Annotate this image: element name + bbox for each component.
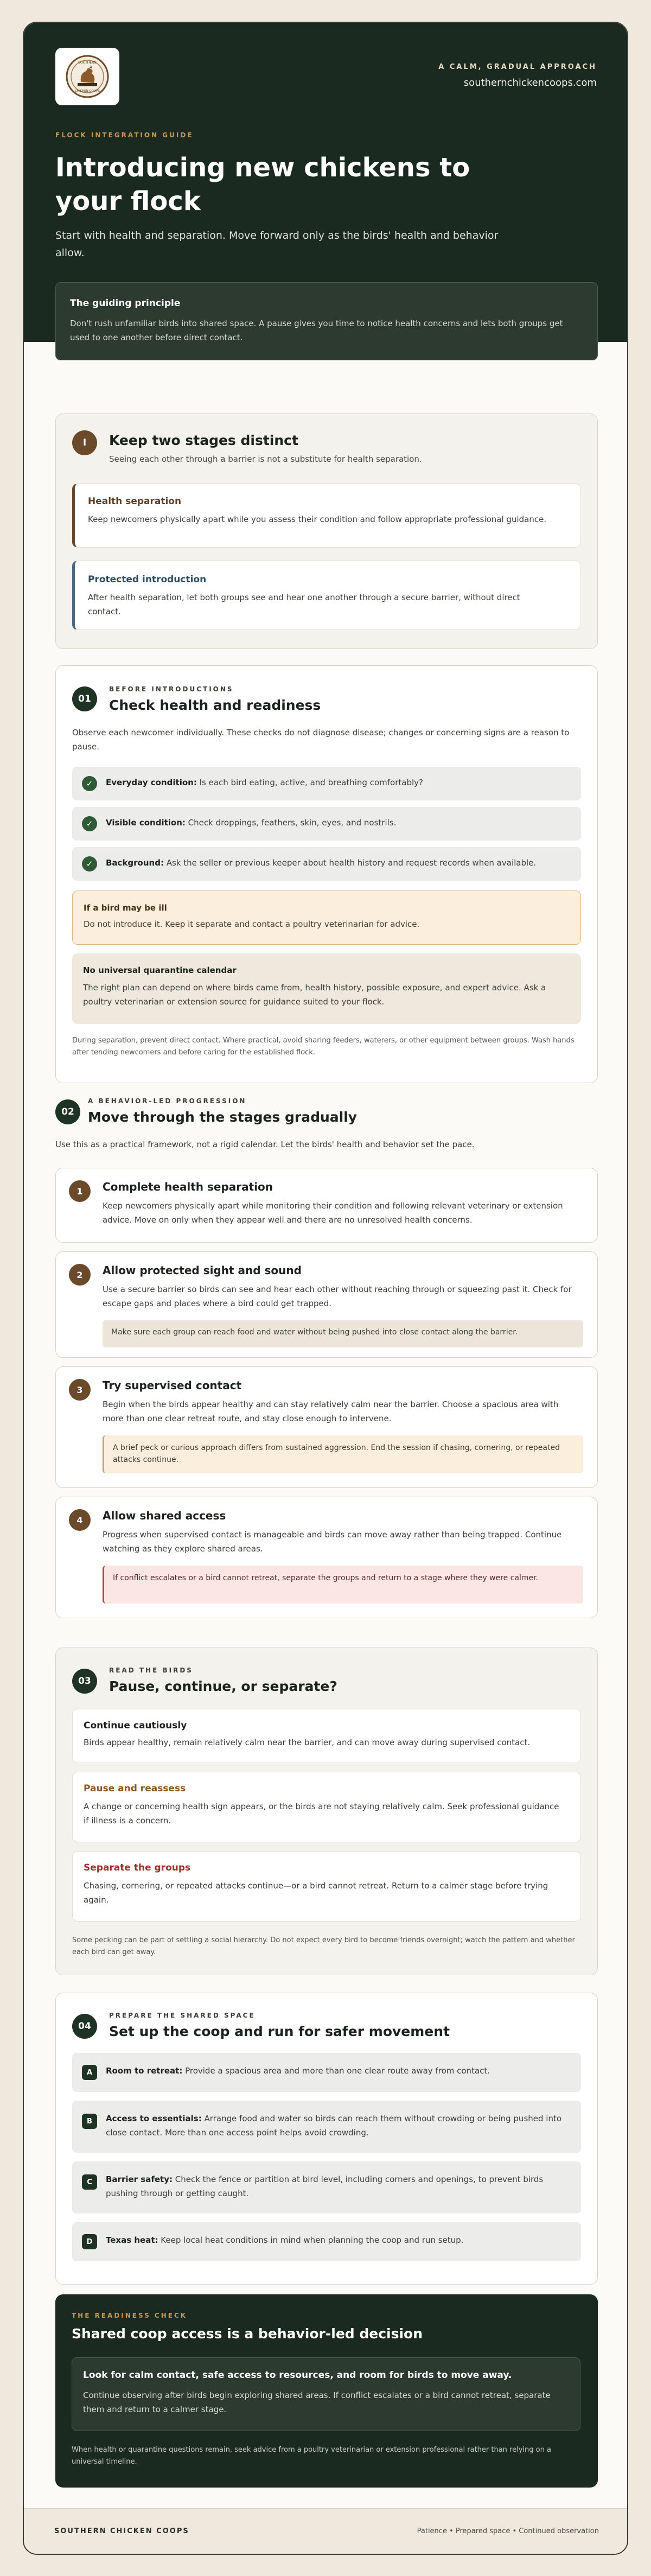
- page-title: Introducing new chickens to your flock: [55, 152, 470, 217]
- coop-item-text: Keep local heat conditions in mind when planning the coop and run setup.: [158, 2235, 464, 2245]
- stage-title: Complete health separation: [103, 1180, 273, 1193]
- checkmark-icon: ✓: [82, 816, 97, 831]
- principle-text: Don't rush unfamiliar birds into shared space. A pause gives you time to notice health concerns and lets both groups get used to one another before direct contact.: [70, 319, 563, 342]
- principle-title: The guiding principle: [70, 298, 181, 309]
- stage-text: Progress when supervised contact is manageable and birds can move away rather than being trapped. Continue watching as they explore shared areas.: [103, 1530, 562, 1554]
- stage-caution-note: A brief peck or curious approach differs from sustained aggression. End the session if chasing, cornering, or repeated attacks continue.: [103, 1435, 583, 1473]
- coop-item: [72, 2053, 581, 2092]
- stage-number: 2: [69, 1264, 91, 1286]
- letter-badge: D: [82, 2234, 97, 2249]
- protected-intro-text: After health separation, let both groups see and hear one another through a secure barrier, without direct contact.: [88, 593, 520, 616]
- guide-eyebrow: FLOCK INTEGRATION GUIDE: [55, 131, 194, 139]
- coop-item-label: Access to essentials:: [106, 2114, 202, 2123]
- pause-title: Pause and reassess: [84, 1783, 186, 1794]
- readiness-box-title: Look for calm contact, safe access to resources, and room for birds to move away.: [83, 2370, 512, 2381]
- continue-text: Birds appear healthy, remain relatively calm near the barrier, and can move away during supervised contact.: [84, 1738, 531, 1747]
- readiness-title: Shared coop access is a behavior-led decision: [72, 2326, 423, 2342]
- footer: [24, 2508, 628, 2555]
- chicken-logo-icon: [65, 54, 110, 99]
- stage-title: Try supervised contact: [103, 1379, 242, 1392]
- coop-item-text: Arrange food and water so birds can reach them without crowding or being pushed into close contact. More than one access point helps avoid crowding.: [106, 2114, 562, 2138]
- step-number-03: 03: [72, 1669, 97, 1694]
- coop-item-text: Provide a spacious area and more than one clear route away from contact.: [182, 2066, 490, 2076]
- check-label: Background:: [106, 858, 164, 868]
- stages-subtitle: Seeing each other through a barrier is not a substitute for health separation.: [109, 454, 422, 464]
- stage-text: Keep newcomers physically apart while monitoring their condition and following relevant veterinary or extension advice. Move on only when they appear well and there are no unresolved health concerns.: [103, 1201, 563, 1225]
- checkmark-icon: ✓: [82, 856, 97, 872]
- coop-item: [72, 2161, 581, 2214]
- page: [23, 22, 628, 2555]
- separate-text: Chasing, cornering, or repeated attacks continue—or a bird cannot retreat. Return to a calmer stage before trying again.: [84, 1881, 548, 1905]
- check-item: [72, 767, 581, 800]
- coop-item-label: Texas heat:: [106, 2235, 158, 2245]
- progress-eyebrow: A BEHAVIOR-LED PROGRESSION: [88, 1097, 247, 1105]
- stage-card-1: [55, 1168, 598, 1243]
- progress-title: Move through the stages gradually: [88, 1109, 358, 1125]
- stage-text: Use a secure barrier so birds can see and hear each other without reaching through or squeezing past it. Check for escape gaps and places where a bird could get trapped.: [103, 1284, 572, 1308]
- svg-text:SOUTHERN: SOUTHERN: [78, 61, 97, 65]
- check-text: Check droppings, feathers, skin, eyes, and nostrils.: [185, 818, 397, 828]
- coop-item: [72, 2222, 581, 2261]
- health-separation-box: [72, 484, 581, 548]
- guiding-principle-box: [55, 282, 598, 360]
- coop-eyebrow: PREPARE THE SHARED SPACE: [109, 2012, 256, 2019]
- readiness-panel: [55, 2294, 598, 2488]
- quarantine-note-box: [72, 953, 581, 1024]
- ill-alert-text: Do not introduce it. Keep it separate and contact a poultry veterinarian for advice.: [84, 919, 420, 929]
- check-label: Visible condition:: [106, 818, 186, 828]
- read-birds-card: [55, 1648, 598, 1975]
- step-number-04: 04: [72, 2014, 97, 2039]
- letter-badge: B: [82, 2114, 97, 2129]
- progress-intro: Use this as a practical framework, not a rigid calendar. Let the birds' health and behavior set the pace.: [55, 1140, 475, 1149]
- stage-title: Allow protected sight and sound: [103, 1264, 302, 1277]
- stage-card-3: [55, 1366, 598, 1488]
- brand-logo[interactable]: [55, 48, 119, 105]
- check-item: [72, 847, 581, 881]
- readiness-box: [72, 2357, 580, 2431]
- letter-badge: C: [82, 2174, 97, 2190]
- quarantine-text: The right plan can depend on where birds came from, health history, possible exposure, and expert advice. Ask a poultry veterinarian or extension source for guidance suited to your flock.: [83, 983, 546, 1007]
- health-intro: Observe each newcomer individually. These checks do not diagnose disease; changes or concerning signs are a reason to pause.: [72, 728, 570, 752]
- coop-title: Set up the coop and run for safer movement: [109, 2024, 450, 2039]
- separate-title: Separate the groups: [84, 1862, 191, 1873]
- protected-intro-box: [72, 561, 581, 630]
- stage-number: 1: [69, 1180, 91, 1202]
- coop-item-label: Barrier safety:: [106, 2174, 173, 2184]
- continue-title: Continue cautiously: [84, 1720, 187, 1731]
- health-separation-text: Keep newcomers physically apart while you assess their condition and follow appropriate professional guidance.: [88, 514, 547, 524]
- health-check-card: [55, 665, 598, 1083]
- footer-brand[interactable]: SOUTHERN CHICKEN COOPS: [54, 2527, 189, 2535]
- health-separation-title: Health separation: [88, 496, 182, 507]
- coop-item-label: Room to retreat:: [106, 2066, 183, 2076]
- health-title: Check health and readiness: [109, 697, 321, 713]
- pause-box: [72, 1772, 581, 1842]
- quarantine-title: No universal quarantine calendar: [83, 965, 237, 975]
- stage-note: Make sure each group can reach food and water without being pushed into close contact along the barrier.: [103, 1320, 583, 1347]
- stage-title: Allow shared access: [103, 1509, 226, 1522]
- hero-tagline: A CALM, GRADUAL APPROACH: [438, 63, 597, 71]
- readiness-eyebrow: THE READINESS CHECK: [72, 2312, 188, 2319]
- health-eyebrow: BEFORE INTRODUCTIONS: [109, 685, 234, 693]
- read-title: Pause, continue, or separate?: [109, 1678, 337, 1694]
- stage-warning-note: If conflict escalates or a bird cannot retreat, separate the groups and return to a stage where they were calmer.: [103, 1566, 583, 1604]
- ill-bird-alert: [72, 891, 581, 945]
- step-number-01: 01: [72, 686, 97, 711]
- check-label: Everyday condition:: [106, 778, 197, 787]
- continue-box: [72, 1709, 581, 1763]
- readiness-note: When health or quarantine questions remain, seek advice from a poultry veterinarian or extension professional rather than relying on a universal timeline.: [72, 2446, 551, 2466]
- read-eyebrow: READ THE BIRDS: [109, 1667, 193, 1674]
- site-link[interactable]: southernchickencoops.com: [463, 77, 597, 88]
- letter-badge: A: [82, 2065, 97, 2080]
- stages-title: Keep two stages distinct: [109, 432, 298, 448]
- check-text: Ask the seller or previous keeper about health history and request records when available.: [163, 858, 537, 868]
- step-number-02: 02: [55, 1099, 80, 1124]
- protected-intro-title: Protected introduction: [88, 574, 207, 585]
- separate-box: [72, 1851, 581, 1922]
- coop-setup-card: [55, 1993, 598, 2285]
- footer-tagline: Patience • Prepared space • Continued observation: [417, 2527, 599, 2535]
- stage-text: Begin when the birds appear healthy and can stay relatively calm near the barrier. Choose a spacious area with more than one clear retreat route, and stay close enough to intervene.: [103, 1400, 559, 1423]
- svg-text:CHICKEN COOPS: CHICKEN COOPS: [75, 90, 100, 93]
- page-subtitle: Start with health and separation. Move forward only as the birds' health and behavior allow.: [55, 230, 499, 259]
- two-stages-card: [55, 414, 598, 649]
- checkmark-icon: ✓: [82, 776, 97, 791]
- stage-card-4: [55, 1497, 598, 1618]
- coop-item-text: Check the fence or partition at bird level, including corners and openings, to prevent birds pushing through or getting caught.: [106, 2174, 544, 2198]
- roman-numeral-badge: I: [72, 430, 97, 455]
- stage-card-2: [55, 1251, 598, 1358]
- coop-item: [72, 2101, 581, 2153]
- pause-text: A change or concerning health sign appears, or the birds are not staying relatively calm. Seek professional guidance if illness is a concern.: [84, 1802, 559, 1826]
- check-text: Is each bird eating, active, and breathing comfortably?: [196, 778, 423, 787]
- stage-number: 3: [69, 1379, 91, 1401]
- readiness-box-text: Continue observing after birds begin exploring shared areas. If conflict escalates or a bird cannot retreat, separate them and return to a calmer stage.: [83, 2390, 551, 2414]
- ill-alert-title: If a bird may be ill: [84, 903, 167, 913]
- pecking-note: Some pecking can be part of settling a social hierarchy. Do not expect every bird to become friends overnight; watch the pattern and whether each bird can get away.: [72, 1936, 575, 1956]
- stage-number: 4: [69, 1509, 91, 1531]
- check-item: [72, 807, 581, 841]
- separation-note: During separation, prevent direct contact. Where practical, avoid sharing feeders, waterers, or other equipment between groups. Wash hands after tending newcomers and before caring for the established flock.: [72, 1036, 575, 1057]
- hero: [24, 23, 627, 342]
